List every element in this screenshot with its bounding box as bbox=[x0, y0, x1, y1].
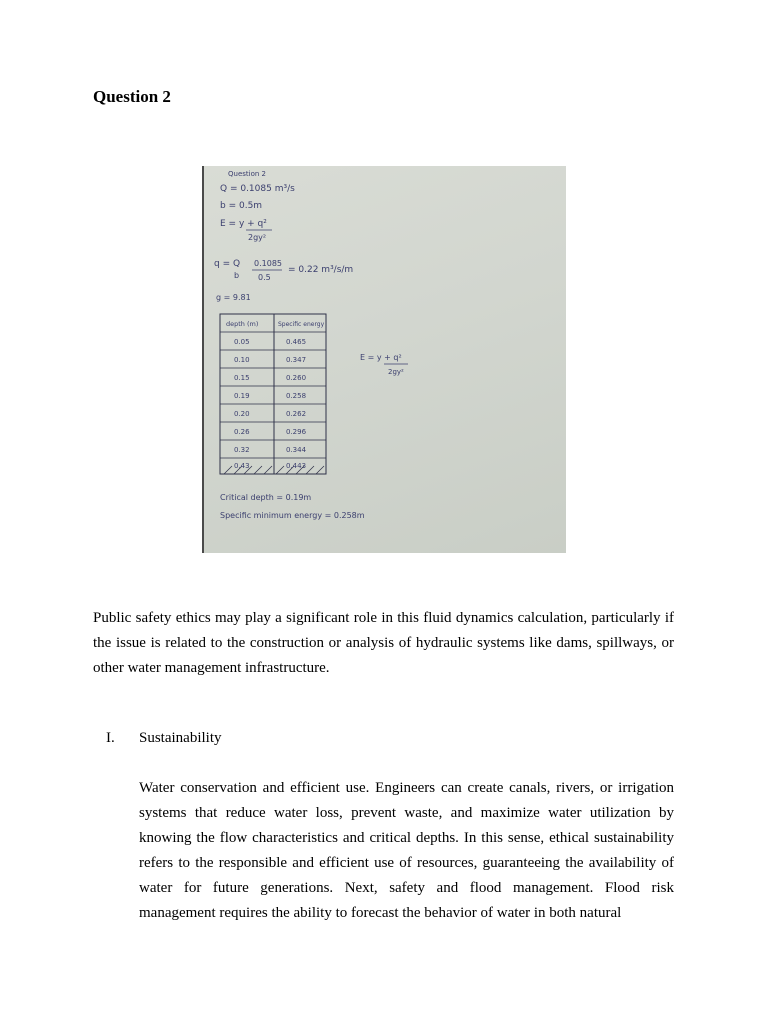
handwritten-solution-photo bbox=[202, 166, 566, 553]
handwritten-notes-svg bbox=[204, 166, 566, 553]
table-cell-depth: 0.05 bbox=[234, 338, 250, 346]
photo-width: b = 0.5m bbox=[220, 201, 263, 211]
table-cell-energy: 0.260 bbox=[286, 374, 307, 382]
table-cell-energy: 0.258 bbox=[286, 392, 307, 400]
table-cell-energy: 0.443 bbox=[286, 462, 307, 470]
table-cell-depth: 0.19 bbox=[234, 392, 250, 400]
photo-critical-depth: Critical depth = 0.19m bbox=[220, 493, 312, 502]
photo-q-lhs: q = Q bbox=[214, 259, 241, 269]
table-cell-energy: 0.262 bbox=[286, 410, 307, 418]
table-header-energy: Specific energy bbox=[278, 321, 325, 328]
table-cell-depth: 0.20 bbox=[234, 410, 250, 418]
photo-energy-eq: E = y + q² bbox=[220, 219, 267, 229]
list-heading-sustainability: Sustainability bbox=[139, 730, 222, 746]
photo-q-lhs-denom: b bbox=[234, 271, 240, 280]
table-header-depth: depth (m) bbox=[226, 320, 259, 328]
handwritten-table bbox=[220, 314, 326, 474]
question-heading: Question 2 bbox=[93, 87, 171, 106]
table-cell-energy: 0.465 bbox=[286, 338, 307, 346]
photo-q-den: 0.5 bbox=[258, 273, 271, 282]
photo-title: Question 2 bbox=[228, 170, 266, 178]
table-cell-energy: 0.296 bbox=[286, 428, 307, 436]
list-number: I. bbox=[106, 730, 115, 746]
table-cell-depth: 0.10 bbox=[234, 356, 250, 364]
table-cell-energy: 0.344 bbox=[286, 446, 307, 454]
table-cell-depth: 0.43 bbox=[234, 462, 250, 470]
photo-q-num: 0.1085 bbox=[254, 259, 282, 268]
photo-q-result: = 0.22 m³/s/m bbox=[288, 265, 354, 275]
paragraph-public-safety: Public safety ethics may play a significant role in this fluid dynamics calculation, particularly if the issue is related to the construction or analysis of hydraulic systems like dams, spillways, or other water management infrastructure. bbox=[93, 610, 674, 676]
photo-gravity: g = 9.81 bbox=[216, 293, 251, 302]
table-cell-energy: 0.347 bbox=[286, 356, 307, 364]
photo-energy-denom: 2gy² bbox=[248, 233, 267, 242]
table-cell-depth: 0.26 bbox=[234, 428, 250, 436]
table-cell-depth: 0.32 bbox=[234, 446, 250, 454]
photo-min-energy: Specific minimum energy = 0.258m bbox=[220, 511, 365, 520]
photo-discharge: Q = 0.1085 m³/s bbox=[220, 184, 295, 194]
table-cell-depth: 0.15 bbox=[234, 374, 250, 382]
photo-side-eq: E = y + q² bbox=[360, 353, 402, 362]
paragraph-sustainability: Water conservation and efficient use. Engineers can create canals, rivers, or irrigation systems that reduce water loss, prevent waste, and maximize water utilization by knowing the flow characteristics and critical depths. In this sense, ethical sustainability refers to the responsible and efficient use of resources, guaranteeing the availability of water for future generations. Next, safety and flood management. Flood risk management requires the ability to forecast the behavior of water in both natural bbox=[139, 780, 674, 921]
photo-side-eq-denom: 2gy² bbox=[388, 368, 404, 376]
